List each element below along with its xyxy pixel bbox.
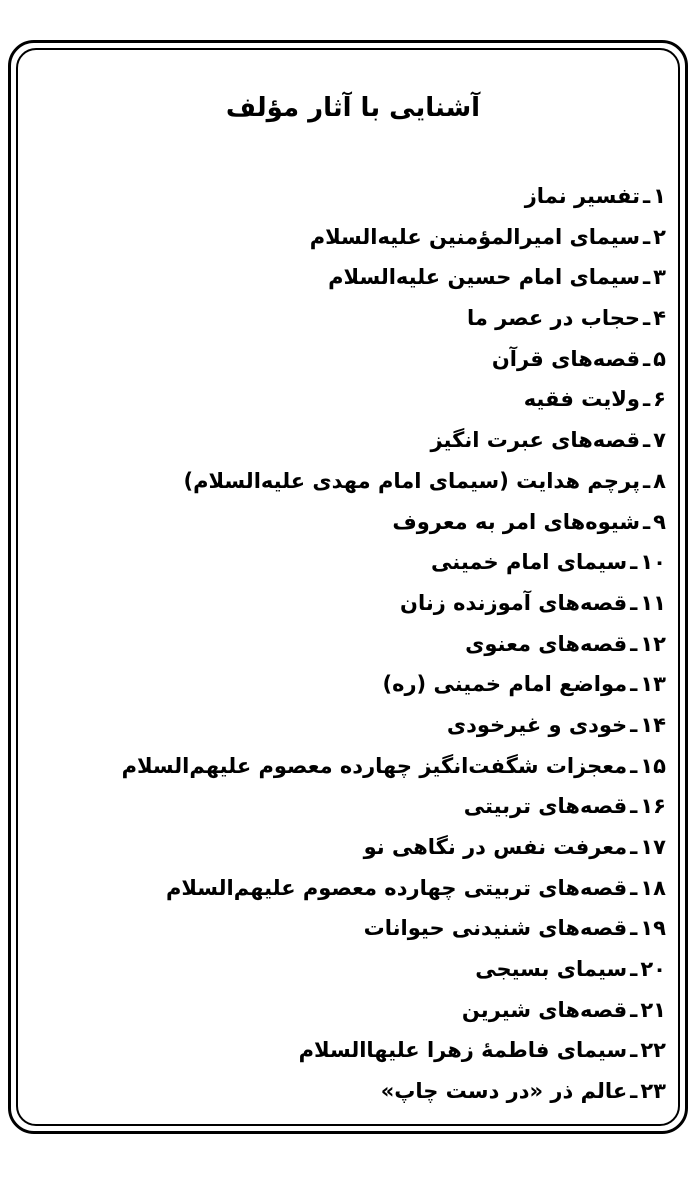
item-number: ۱۲ bbox=[640, 631, 666, 656]
list-item bbox=[40, 908, 666, 949]
item-title: قصه‌های آموزنده زنان bbox=[400, 590, 628, 615]
item-title: قصه‌های شیرین bbox=[461, 997, 628, 1022]
item-title: معرفت نفس در نگاهی نو bbox=[363, 835, 628, 859]
item-title: سیمای امام حسین علیه‌السلام bbox=[328, 265, 640, 290]
item-separator: ـ bbox=[630, 916, 638, 941]
item-title: قصه‌های قرآن bbox=[491, 346, 640, 371]
item-number: ۲ bbox=[653, 224, 666, 249]
item-number: ۱۸ bbox=[640, 875, 666, 900]
item-number: ۲۳ bbox=[640, 1079, 666, 1104]
item-separator: ـ bbox=[630, 672, 638, 697]
item-title: عالم ذر «در دست چاپ» bbox=[380, 1079, 628, 1104]
item-title: شیوه‌های امر به معروف bbox=[392, 509, 640, 534]
item-title: قصه‌های شنیدنی حیوانات bbox=[363, 916, 628, 941]
item-separator: ـ bbox=[642, 428, 651, 453]
item-number: ۱۵ bbox=[640, 753, 666, 778]
list-item bbox=[40, 746, 666, 787]
list-item bbox=[40, 705, 666, 746]
item-separator: ـ bbox=[642, 184, 651, 208]
list-item bbox=[40, 542, 666, 583]
list-item bbox=[40, 624, 666, 665]
list-item bbox=[40, 1030, 666, 1071]
item-number: ۷ bbox=[653, 428, 666, 453]
item-title: سیمای امیرالمؤمنین علیه‌السلام bbox=[309, 224, 640, 249]
list-item bbox=[40, 583, 666, 624]
list-item bbox=[40, 176, 666, 217]
item-number: ۴ bbox=[653, 306, 666, 331]
item-separator: ـ bbox=[630, 1079, 638, 1104]
item-title: قصه‌های تربیتی bbox=[463, 794, 628, 819]
item-separator: ـ bbox=[642, 265, 651, 290]
item-number: ۱۴ bbox=[640, 712, 666, 737]
item-separator: ـ bbox=[642, 468, 651, 493]
item-title: قصه‌های عبرت انگیز bbox=[430, 428, 640, 453]
item-separator: ـ bbox=[630, 1038, 638, 1063]
item-title: قصه‌های معنوی bbox=[465, 631, 628, 656]
item-number: ۲۰ bbox=[640, 957, 666, 982]
item-title: سیمای امام خمینی bbox=[431, 550, 628, 575]
item-separator: ـ bbox=[642, 306, 651, 331]
item-title: سیمای بسیجی bbox=[475, 957, 628, 982]
list-item bbox=[40, 420, 666, 461]
list-item bbox=[40, 664, 666, 705]
item-separator: ـ bbox=[630, 794, 638, 819]
list-item bbox=[40, 827, 666, 868]
item-number: ۶ bbox=[653, 387, 666, 412]
item-title: سیمای فاطمهٔ زهرا علیهاالسلام bbox=[298, 1038, 628, 1063]
list-item bbox=[40, 461, 666, 502]
list-item bbox=[40, 1071, 666, 1112]
item-title: خودی و غیرخودی bbox=[446, 712, 628, 737]
item-title: معجزات شگفت‌انگیز چهارده معصوم علیهم‌السلام bbox=[121, 753, 628, 778]
item-number: ۱۶ bbox=[640, 794, 666, 819]
works-list bbox=[40, 176, 666, 1112]
list-item bbox=[40, 502, 666, 543]
item-title: پرچم هدایت (سیمای امام مهدی علیه‌السلام) bbox=[183, 468, 640, 493]
item-separator: ـ bbox=[630, 631, 638, 656]
item-separator: ـ bbox=[630, 753, 638, 778]
item-separator: ـ bbox=[642, 509, 651, 534]
item-separator: ـ bbox=[630, 957, 638, 982]
item-separator: ـ bbox=[630, 590, 638, 615]
item-number: ۱۷ bbox=[640, 835, 666, 859]
list-item bbox=[40, 868, 666, 909]
item-number: ۱۳ bbox=[640, 672, 666, 697]
item-separator: ـ bbox=[630, 835, 638, 859]
item-separator: ـ bbox=[630, 550, 638, 575]
item-separator: ـ bbox=[630, 712, 638, 737]
item-number: ۳ bbox=[653, 265, 666, 290]
item-title: ولایت فقیه bbox=[523, 387, 640, 412]
list-item bbox=[40, 990, 666, 1031]
item-number: ۲۱ bbox=[640, 997, 666, 1022]
item-title: قصه‌های تربیتی چهارده معصوم علیهم‌السلام bbox=[165, 875, 628, 900]
list-item bbox=[40, 217, 666, 258]
item-separator: ـ bbox=[642, 346, 651, 371]
list-item bbox=[40, 379, 666, 420]
list-item bbox=[40, 949, 666, 990]
item-separator: ـ bbox=[630, 997, 638, 1022]
item-separator: ـ bbox=[642, 224, 651, 249]
item-separator: ـ bbox=[642, 387, 651, 412]
list-item bbox=[40, 339, 666, 380]
item-number: ۱۹ bbox=[640, 916, 666, 941]
page-content bbox=[40, 86, 666, 1112]
item-title: مواضع امام خمینی (ره) bbox=[382, 672, 628, 697]
item-title: تفسیر نماز bbox=[524, 184, 640, 208]
item-number: ۹ bbox=[653, 509, 666, 534]
item-number: ۱۰ bbox=[640, 550, 666, 575]
item-title: حجاب در عصر ما bbox=[466, 306, 640, 331]
list-item bbox=[40, 257, 666, 298]
item-number: ۱۱ bbox=[640, 590, 666, 615]
item-separator: ـ bbox=[630, 875, 638, 900]
item-number: ۲۲ bbox=[640, 1038, 666, 1063]
list-item bbox=[40, 786, 666, 827]
item-number: ۱ bbox=[653, 184, 666, 208]
page-title: آشنایی با آثار مؤلف bbox=[225, 93, 481, 123]
item-number: ۵ bbox=[653, 346, 666, 371]
item-number: ۸ bbox=[653, 468, 666, 493]
list-item bbox=[40, 298, 666, 339]
